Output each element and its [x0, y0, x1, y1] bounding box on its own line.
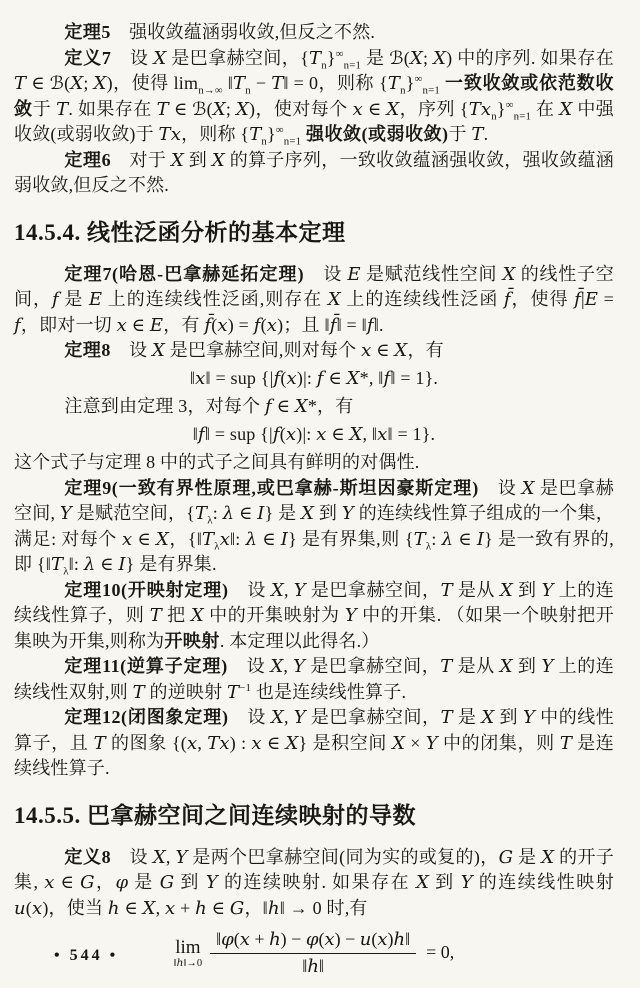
paragraph-note-theorem-3: 注意到由定理 3，对每个 f ∈ X*，有	[64, 396, 354, 417]
paragraph-theorem-11: 定理11(逆算子定理) 设 X, Y 是巴拿赫空间，T 是从 X 到 Y 上的连续线性双射,则 T 的逆映射 $T^{-1}$ 也是连续线性算子.	[14, 656, 614, 703]
paragraph-theorem-7: 定理7(哈恩-巴拿赫延拓定理) 设 E 是赋范线性空间 X 的线性子空间，f 是 E 上的连续线性泛函,则存在 X 上的连续线性泛函 f̄，使得 f̄|E = f，即对一切 x ∈ E，有 f̄(x) = f(x)；且 ‖f̄‖ = ‖f‖.	[14, 263, 614, 336]
paragraph-theorem-8: 定理8 设 X 是巴拿赫空间,则对每个 x ∈ X，有	[64, 340, 444, 361]
fraction-numerator: ‖φ(x + h) − φ(x) − u(x)h‖	[210, 929, 416, 954]
formula-x-norm: ‖x‖ = sup {|f(x)|: f ∈ X*, ‖f‖ = 1}.	[189, 367, 439, 389]
paragraph-definition-7: 定义7 设 X 是巴拿赫空间，$\{T_n\}^\infty_{n=1}$ 是 ℬ(X; X) 中的序列. 如果存在 T ∈ ℬ(X; X)，使得 $\lim_{n\to\infty}$ $‖T_n$ − T‖ = 0，则称 $\{T_n\}^\infty_{n=1}$ 一致收敛或依范数收敛于 T. 如果存在 T ∈ ℬ(X; X)，使对每个 x ∈ X，序列 $\{Tx_n\}^\infty_{n=1}$ 在 X 中强收敛(或弱收敛)于 Tx，则称 $\{T_n\}^\infty_{n=1}$ 强收敛(或弱收敛)于 T.	[14, 47, 615, 148]
page-number: • 544 •	[54, 946, 119, 964]
formula-f-norm: ‖f‖ = sup {|f(x)|: x ∈ X, ‖x‖ = 1}.	[192, 423, 436, 445]
paragraph-duality-remark: 这个式子与定理 8 中的式子之间具有鲜明的对偶性.	[14, 452, 420, 472]
fraction-denominator: ‖h‖	[302, 955, 324, 977]
limit-operator	[174, 938, 202, 969]
section-heading-14-5-5: 14.5.5. 巴拿赫空间之间连续映射的导数	[14, 802, 416, 828]
paragraph-theorem-9: 定理9(一致有界性原理,或巴拿赫-斯坦因豪斯定理) 设 X 是巴拿赫空间, Y 是赋范空间，{$T_\lambda$: λ ∈ I} 是 X 到 Y 的连续线性算子组成的一个集，满足: 对每个 x ∈ X，{$‖T_\lambda x‖$: λ ∈ I} 是有界集,则 {$T_\lambda$: λ ∈ I} 是一致有界的,即 {$‖T_\lambda‖$: λ ∈ I} 是有界集.	[14, 477, 614, 578]
section-heading-14-5-4: 14.5.4. 线性泛函分析的基本定理	[14, 219, 346, 245]
fraction	[210, 929, 416, 977]
paragraph-theorem-5: 定理5 强收敛蕴涵弱收敛,但反之不然.	[64, 22, 376, 42]
paragraph-theorem-6: 定理6 对于 X 到 X 的算子序列，一致收敛蕴涵强收敛，强收敛蕴涵弱收敛,但反之不然.	[14, 149, 614, 195]
paragraph-theorem-10: 定理10(开映射定理) 设 X, Y 是巴拿赫空间，T 是从 X 到 Y 上的连续线性算子，则 T 把 X 中的开集映射为 Y 中的开集. （如果一个映射把开集映为开集,则称为开映射. 本定理以此得名.）	[14, 579, 614, 651]
paragraph-theorem-12: 定理12(闭图象定理) 设 X, Y 是巴拿赫空间，T 是 X 到 Y 中的线性算子，且 T 的图象 {(x, Tx) : x ∈ X} 是积空间 X × Y 中的闭集，则 T 是连续线性算子.	[14, 707, 614, 778]
formula-right-hand-side: = 0,	[426, 942, 455, 963]
limit-subscript: ‖h‖→0	[173, 956, 203, 969]
limit-word: lim	[175, 936, 201, 958]
paragraph-definition-8: 定义8 设 X, Y 是两个巴拿赫空间(同为实的或复的)，G 是 X 的开子集, x ∈ G，φ 是 G 到 Y 的连续映射. 如果存在 X 到 Y 的连续线性映射 u(x)，使当 h ∈ X, x + h ∈ G，‖h‖ → 0 时,有	[14, 846, 614, 919]
